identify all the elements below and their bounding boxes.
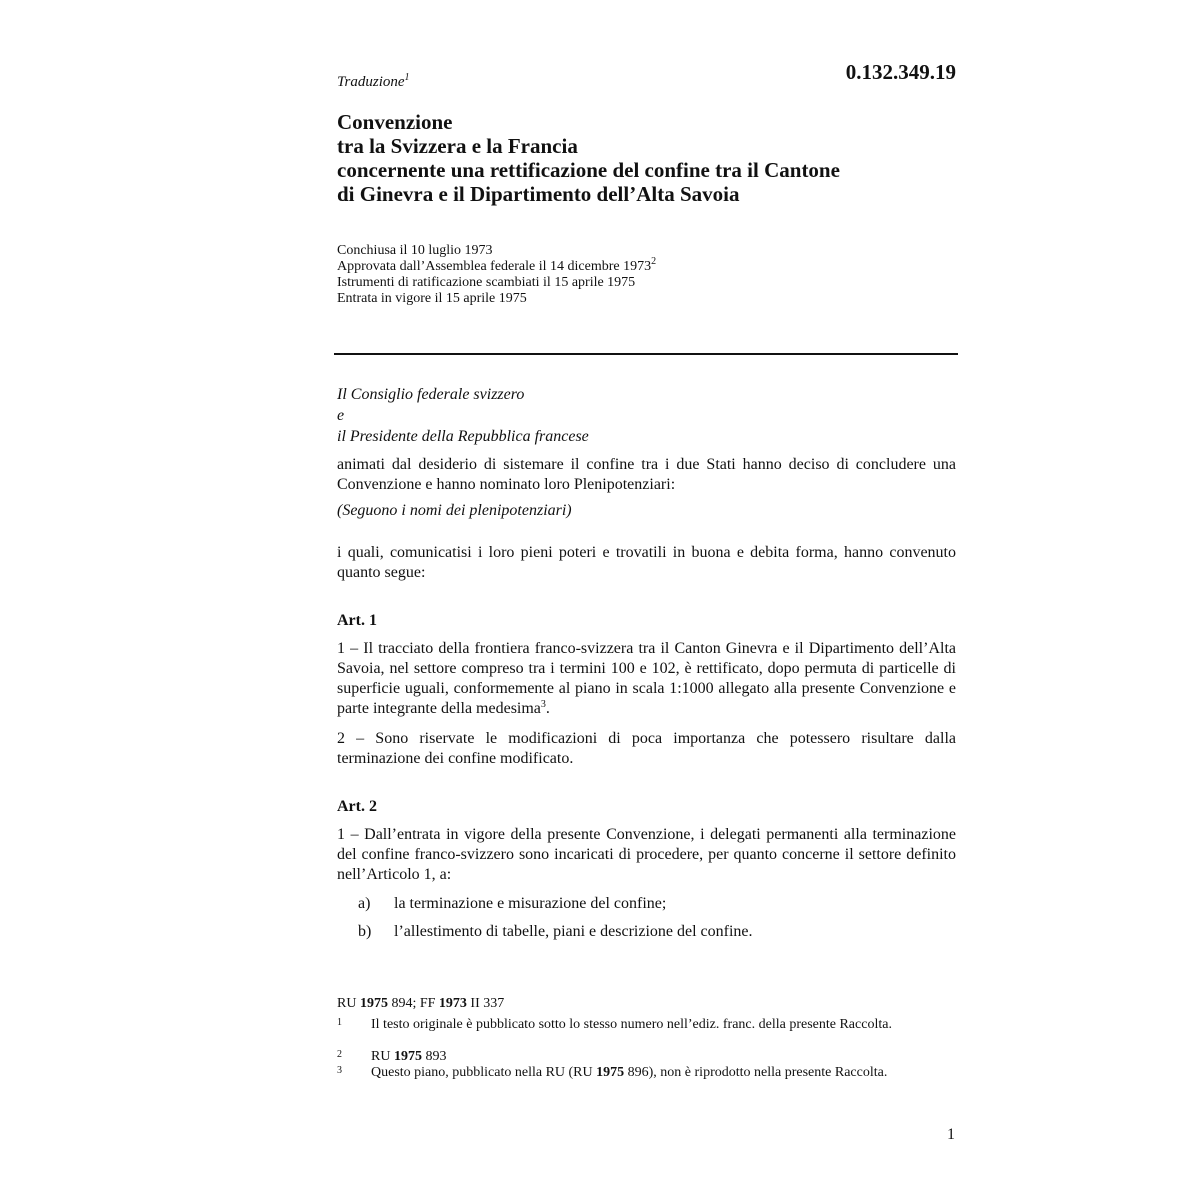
- approved-text: Approvata dall’Assemblea federale il 14 dicembre 1973: [337, 259, 652, 274]
- footnote-text: [371, 1065, 927, 1081]
- in-force-date: Entrata in vigore il 15 aprile 1975: [337, 291, 527, 306]
- title-line: tra la Svizzera e la Francia: [337, 134, 578, 158]
- preamble-party-2: il Presidente della Repubblica francese: [337, 428, 589, 445]
- page-number: 1: [947, 1126, 955, 1143]
- article-2-heading: Art. 2: [337, 798, 377, 815]
- title-line: di Ginevra e il Dipartimento dell’Alta Savoia: [337, 182, 740, 206]
- footnote-ref-2[interactable]: 2: [651, 256, 657, 267]
- source-ff-year: 1973: [438, 996, 467, 1011]
- footnote-3: [337, 1065, 927, 1081]
- translation-label: [337, 74, 410, 91]
- footnote-text-part: 893: [421, 1049, 447, 1064]
- footnote-year: 1975: [596, 1065, 625, 1080]
- title-line: concernente una rettificazione del confine tra il Cantone: [337, 158, 840, 182]
- list-item: [358, 922, 918, 942]
- translation-text: Traduzione: [337, 74, 405, 90]
- source-reference: [337, 996, 504, 1012]
- article-1-paragraph-1: [337, 639, 956, 719]
- footnote-text-part: 896), non è riprodotto nella presente Raccolta.: [624, 1065, 888, 1080]
- source-ru-label: RU: [337, 996, 360, 1011]
- list-item-label: a): [358, 895, 371, 912]
- preamble-conjunction: e: [337, 407, 345, 424]
- footnote-1: [337, 1017, 927, 1033]
- article-1-paragraph-1-text: 1 – Il tracciato della frontiera franco-svizzera tra il Canton Ginevra e il Dipartimento dell’Alta Savoia, nel settore compreso tra i termini 100 e 102, è rettificato, dopo permuta di particelle di superficie uguali, conformemente al piano in scala 1:1000 allegato alla presente Convenzione e parte integrante della medesima: [337, 640, 956, 717]
- section-divider: [334, 353, 958, 355]
- list-item-label: b): [358, 923, 372, 940]
- list-item-text: l’allestimento di tabelle, piani e descrizione del confine.: [394, 923, 753, 940]
- footnote-text: [371, 1049, 927, 1065]
- title-line: Convenzione: [337, 110, 453, 134]
- preamble-party-1: Il Consiglio federale svizzero: [337, 386, 525, 403]
- concluded-date: Conchiusa il 10 luglio 1973: [337, 243, 493, 258]
- article-1-heading: Art. 1: [337, 612, 377, 629]
- list-item: [358, 894, 918, 914]
- footnote-2: [337, 1049, 927, 1065]
- source-ff-page: II 337: [466, 996, 505, 1011]
- approved-date: [337, 256, 657, 275]
- footnote-text-part: Questo piano, pubblicato nella RU (RU: [371, 1065, 597, 1080]
- source-ru-page: 894; FF: [387, 996, 439, 1011]
- article-2-paragraph-1: 1 – Dall’entrata in vigore della presente Convenzione, i delegati permanenti alla terminazione del confine franco-svizzero sono incaricati di procedere, per quanto concerne il settore definito nell’Articolo 1, a:: [337, 826, 956, 883]
- footnote-ref-1[interactable]: 1: [404, 72, 410, 83]
- preamble-text: animati dal desiderio di sistemare il confine tra i due Stati hanno deciso di concludere una Convenzione e hanno nominato loro Plenipotenziari:: [337, 456, 956, 493]
- source-ru-year: 1975: [359, 996, 388, 1011]
- article-1-paragraph-1-end: .: [545, 700, 550, 717]
- footnote-number: 2: [337, 1049, 342, 1060]
- treaty-metadata: [337, 243, 656, 307]
- footnote-number: 3: [337, 1065, 342, 1076]
- document-title: [337, 110, 957, 206]
- document-number: 0.132.349.19: [845, 60, 956, 84]
- preamble-conclusion: i quali, comunicatisi i loro pieni poteri e trovatili in buona e debita forma, hanno convenuto quanto segue:: [337, 544, 956, 581]
- footnote-number: 1: [337, 1017, 342, 1028]
- list-item-text: la terminazione e misurazione del confine;: [394, 895, 667, 912]
- footnote-year: 1975: [393, 1049, 422, 1064]
- footnote-text: Il testo originale è pubblicato sotto lo stesso numero nell’ediz. franc. della presente Raccolta.: [371, 1017, 892, 1032]
- footnote-ref-3[interactable]: 3: [540, 699, 546, 710]
- footnote-text-part: RU: [371, 1049, 394, 1064]
- plenipotentiaries-note: (Seguono i nomi dei plenipotenziari): [337, 502, 572, 519]
- ratification-date: Istrumenti di ratificazione scambiati il 15 aprile 1975: [337, 275, 636, 290]
- article-1-paragraph-2: 2 – Sono riservate le modificazioni di poca importanza che potessero risultare dalla terminazione dei confine modificato.: [337, 730, 956, 767]
